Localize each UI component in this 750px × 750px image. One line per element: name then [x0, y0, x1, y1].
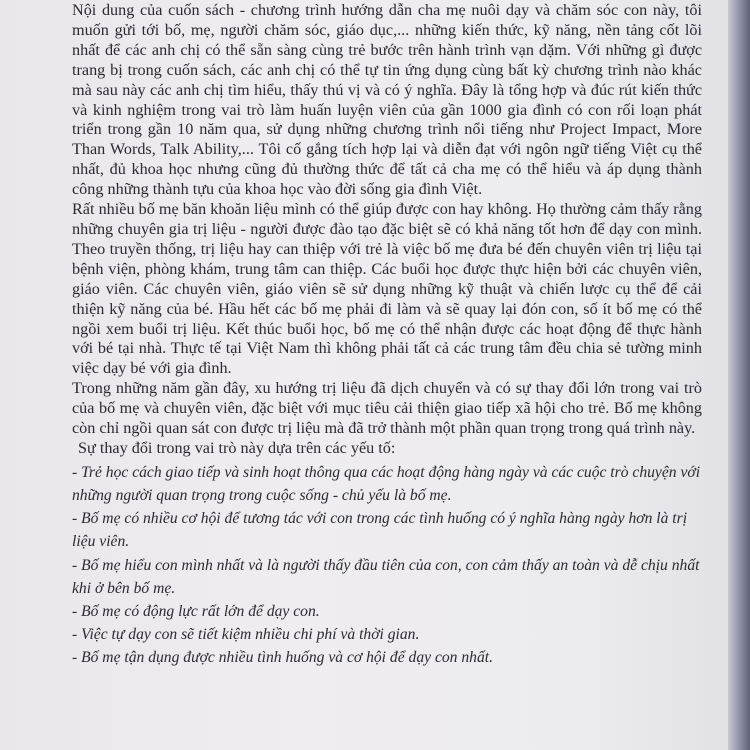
paragraph-3: Trong những năm gần đây, xu hướng trị liệu đã dịch chuyển và có sự thay đổi lớn trong vai trò của bố mẹ và chuyên viên, đặc biệt với mục tiêu cải thiện giao tiếp xã hội cho trẻ. Bố mẹ không còn chỉ ngồi quan sát con được trị liệu mà đã trở thành một phần quan trọng trong quá trình này. — [72, 379, 702, 438]
paragraph-1: Nội dung của cuốn sách - chương trình hướng dẫn cha mẹ nuôi dạy và chăm sóc con này, tôi muốn gửi tới bố, mẹ, người chăm sóc, giáo dục,... những kiến thức, kỹ năng, nền tảng cốt lõi nhất để các anh chị có thể sẵn sàng cùng trẻ bước trên hành trình vạn dặm. Với những gì được trang bị trong cuốn sách, các anh chị có thể tự tin ứng dụng cùng bất kỳ chương trình nào khác mà sau này các anh chị tìm hiểu, thấy thú vị và có ý nghĩa. Đây là tổng hợp và đúc rút kiến thức và kinh nghiệm trong vai trò làm huấn luyện viên của gần 1000 gia đình có con rối loạn phát triển trong gần 10 năm qua, sử dụng những chương trình nổi tiếng như Project Impact, More Than Words, Talk Ability,... Tôi cố gắng tích hợp lại và diễn đạt với ngôn ngữ tiếng Việt cụ thể nhất, đủ khoa học nhưng cũng đủ thường thức để tất cả cha mẹ có thể hiểu và áp dụng thành công những thành tựu của khoa học vào đời sống gia đình Việt. — [72, 1, 702, 199]
book-spine-edge — [728, 0, 750, 750]
list-item: - Bố mẹ có động lực rất lớn để dạy con. — [72, 603, 320, 621]
page-text — [72, 1, 702, 670]
list-item: - Bố mẹ có nhiều cơ hội để tương tác với con trong các tình huống có ý nghĩa hàng ngày hơn là trị liệu viên. — [72, 510, 688, 551]
list-item: - Việc tự dạy con sẽ tiết kiệm nhiều chi phí và thời gian. — [72, 626, 420, 644]
list-item: - Bố mẹ hiểu con mình nhất và là người thấy đầu tiên của con, con cảm thấy an toàn và dễ chịu nhất khi ở bên bố mẹ. — [72, 556, 700, 597]
factors-intro: Sự thay đổi trong vai trò này dựa trên các yếu tố: — [78, 438, 396, 457]
paragraph-2: Rất nhiều bố mẹ băn khoăn liệu mình có thể giúp được con hay không. Họ thường cảm thấy rằng những chuyên gia trị liệu - người được đào tạo đặc biệt sẽ có khả năng tốt hơn để dạy con mình. Theo truyền thống, trị liệu hay can thiệp với trẻ là việc bố mẹ đưa bé đến chuyên viên trị liệu tại bệnh viện, phòng khám, trung tâm can thiệp. Các buổi học được thực hiện bởi các chuyên viên, giáo viên. Các chuyên viên, giáo viên sẽ sử dụng những kỹ thuật và chiến lược cụ thể để cải thiện kỹ năng của bé. Hầu hết các bố mẹ phải đi làm và sẽ quay lại đón con, số ít bố mẹ có thể ngồi xem buổi trị liệu. Kết thúc buổi học, bố mẹ có thể nhận được các hoạt động để thực hành với bé tại nhà. Thực tế tại Việt Nam thì không phải tất cả các trung tâm đều chia sẻ tường minh việc dạy bé với gia đình. — [72, 200, 702, 378]
list-item: - Bố mẹ tận dụng được nhiều tình huống và cơ hội để dạy con nhất. — [72, 649, 493, 667]
factors-list — [72, 461, 702, 670]
list-item: - Trẻ học cách giao tiếp và sinh hoạt thông qua các hoạt động hàng ngày và các cuộc trò chuyện với những người quan trọng trong cuộc sống - chủ yếu là bố mẹ. — [72, 463, 701, 505]
